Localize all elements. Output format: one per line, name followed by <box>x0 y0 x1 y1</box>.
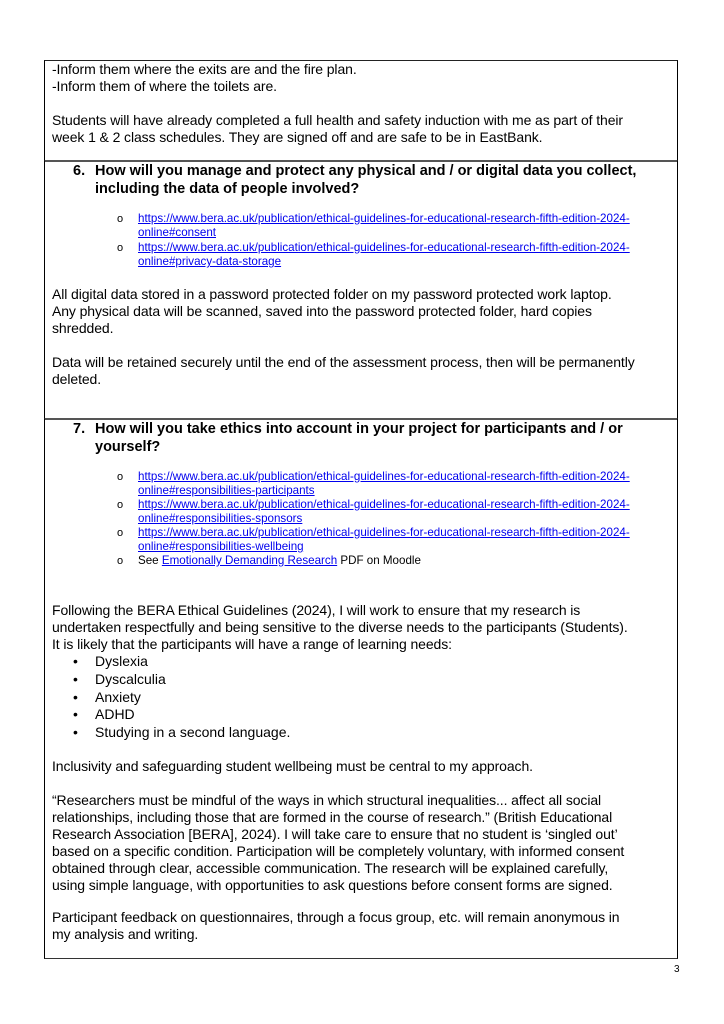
body-text-line: using simple language, with opportunities to ask questions before consent forms are signed. <box>52 877 613 893</box>
moodle-prefix: See <box>138 554 162 567</box>
list-item: Dyslexia <box>95 653 148 669</box>
bullet-icon: • <box>73 689 78 705</box>
reference-link[interactable]: online#responsibilities-wellbeing <box>138 540 304 553</box>
reference-link[interactable]: https://www.bera.ac.uk/publication/ethical-guidelines-for-educational-research-fifth-edition-2024- <box>138 241 630 254</box>
hollow-bullet-icon: o <box>117 499 124 511</box>
question-number: 6. <box>73 163 86 179</box>
body-text-line: Data will be retained securely until the end of the assessment process, then will be permanently <box>52 354 635 370</box>
bullet-icon: • <box>73 671 78 687</box>
reference-link[interactable]: https://www.bera.ac.uk/publication/ethical-guidelines-for-educational-research-fifth-edition-2024- <box>138 498 630 511</box>
body-text-line: Research Association [BERA], 2024). I will take care to ensure that no student is ‘singled out’ <box>52 826 618 842</box>
reference-link[interactable]: https://www.bera.ac.uk/publication/ethical-guidelines-for-educational-research-fifth-edition-2024- <box>138 212 630 225</box>
bullet-icon: • <box>73 706 78 722</box>
bullet-icon: • <box>73 724 78 740</box>
body-text-line: shredded. <box>52 320 114 336</box>
body-text-line: my analysis and writing. <box>52 926 199 942</box>
question-title-line: How will you take ethics into account in your project for participants and / or <box>95 421 623 437</box>
question-title-line: yourself? <box>95 439 161 455</box>
body-text-line: Inclusivity and safeguarding student wellbeing must be central to my approach. <box>52 758 533 774</box>
body-text-line: deleted. <box>52 371 102 387</box>
body-text-line: All digital data stored in a password protected folder on my password protected work laptop. <box>52 286 612 302</box>
body-text-line: week 1 & 2 class schedules. They are signed off and are safe to be in EastBank. <box>52 129 543 145</box>
list-item: Anxiety <box>95 689 141 705</box>
body-text-line: Students will have already completed a full health and safety induction with me as part of their <box>52 112 623 128</box>
moodle-suffix: PDF on Moodle <box>337 554 421 567</box>
list-item: ADHD <box>95 706 135 722</box>
body-text-line: relationships, including those that are formed in the course of research.” (British Educational <box>52 809 613 825</box>
body-text-line: Any physical data will be scanned, saved into the password protected folder, hard copies <box>52 303 592 319</box>
body-text-line: -Inform them of where the toilets are. <box>52 78 277 94</box>
reference-link[interactable]: online#responsibilities-participants <box>138 484 315 497</box>
list-item: Dyscalculia <box>95 671 166 687</box>
question-number: 7. <box>73 421 86 437</box>
page-number: 3 <box>674 964 680 975</box>
body-text-line: -Inform them where the exits are and the fire plan. <box>52 61 357 77</box>
hollow-bullet-icon: o <box>117 242 124 254</box>
body-text-line: undertaken respectfully and being sensitive to the diverse needs to the participants (Students). <box>52 619 628 635</box>
reference-link[interactable]: online#responsibilities-sponsors <box>138 512 303 525</box>
hollow-bullet-icon: o <box>117 527 124 539</box>
hollow-bullet-icon: o <box>117 213 124 225</box>
reference-link[interactable]: https://www.bera.ac.uk/publication/ethical-guidelines-for-educational-research-fifth-edition-2024- <box>138 470 630 483</box>
body-text-line: It is likely that the participants will have a range of learning needs: <box>52 636 452 652</box>
body-text-line: Following the BERA Ethical Guidelines (2024), I will work to ensure that my research is <box>52 602 581 618</box>
bullet-icon: • <box>73 653 78 669</box>
question-title-line: How will you manage and protect any physical and / or digital data you collect, <box>95 163 637 179</box>
moodle-reference-text <box>138 554 421 568</box>
hollow-bullet-icon: o <box>117 471 124 483</box>
hollow-bullet-icon: o <box>117 555 124 567</box>
reference-link[interactable]: online#privacy-data-storage <box>138 255 282 268</box>
list-item: Studying in a second language. <box>95 724 291 740</box>
body-text-line: obtained through clear, accessible communication. The research will be explained carefully, <box>52 860 609 876</box>
body-text-line: “Researchers must be mindful of the ways in which structural inequalities... affect all social <box>52 792 602 808</box>
body-text-line: based on a specific condition. Participation will be completely voluntary, with informed consent <box>52 843 625 859</box>
question-title-line: including the data of people involved? <box>95 181 360 197</box>
reference-link[interactable]: online#consent <box>138 226 216 239</box>
reference-link[interactable]: https://www.bera.ac.uk/publication/ethical-guidelines-for-educational-research-fifth-edition-2024- <box>138 526 630 539</box>
body-text-line: Participant feedback on questionnaires, through a focus group, etc. will remain anonymous in <box>52 909 620 925</box>
emotionally-demanding-research-link[interactable]: Emotionally Demanding Research <box>161 554 338 567</box>
